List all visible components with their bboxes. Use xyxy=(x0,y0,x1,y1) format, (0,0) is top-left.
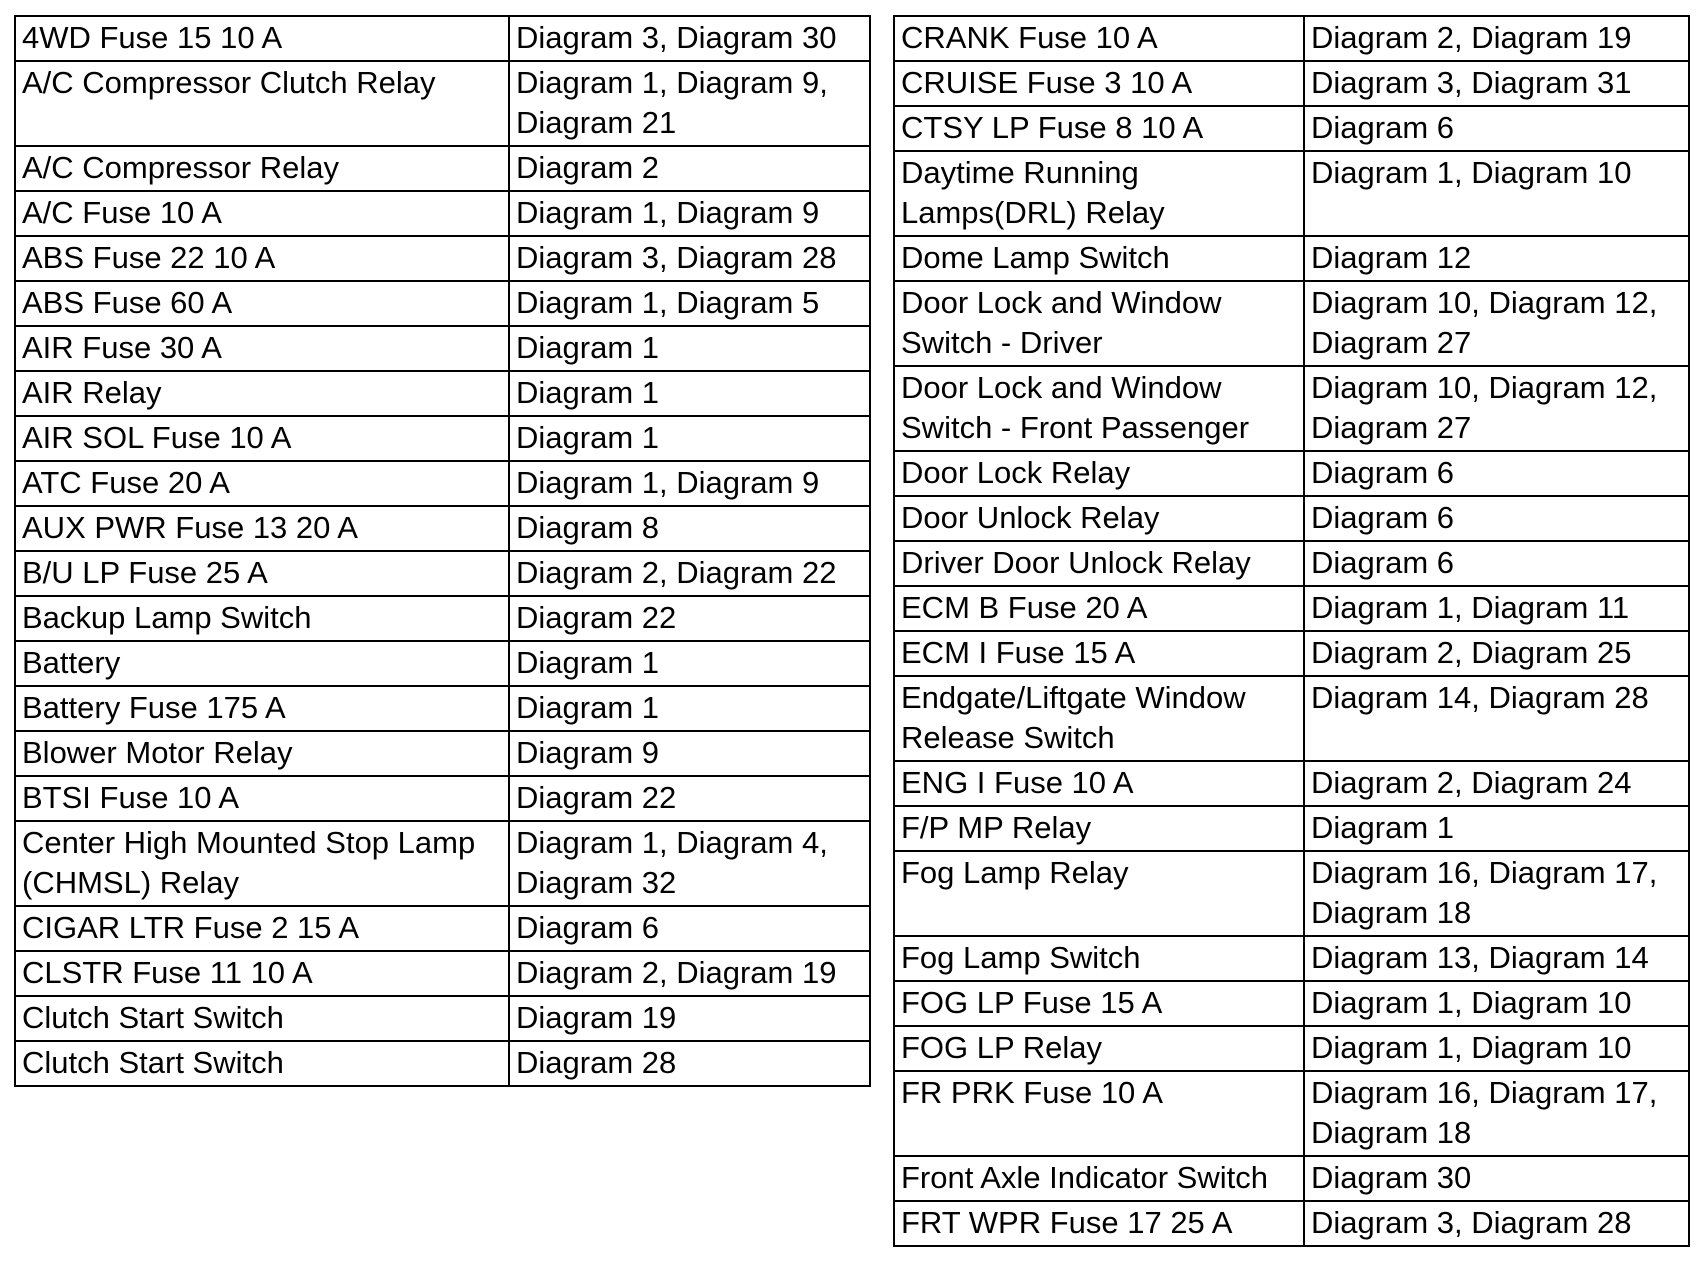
diagram-reference-cell: Diagram 2, Diagram 25 xyxy=(1304,631,1689,676)
diagram-reference-cell: Diagram 30 xyxy=(1304,1156,1689,1201)
diagram-reference-cell: Diagram 1 xyxy=(509,371,870,416)
diagram-reference-cell: Diagram 2 xyxy=(509,146,870,191)
component-name-cell: AIR SOL Fuse 10 A xyxy=(15,416,509,461)
table-row xyxy=(894,806,1689,851)
component-name-cell: FOG LP Relay xyxy=(894,1026,1304,1071)
table-row xyxy=(15,326,870,371)
diagram-reference-cell: Diagram 6 xyxy=(1304,496,1689,541)
diagram-reference-cell: Diagram 14, Diagram 28 xyxy=(1304,676,1689,761)
table-row xyxy=(894,936,1689,981)
diagram-reference-cell: Diagram 1, Diagram 10 xyxy=(1304,151,1689,236)
component-name-cell: CTSY LP Fuse 8 10 A xyxy=(894,106,1304,151)
table-row xyxy=(15,461,870,506)
component-name-cell: Battery Fuse 175 A xyxy=(15,686,509,731)
table-row xyxy=(15,951,870,996)
component-name-cell: Front Axle Indicator Switch xyxy=(894,1156,1304,1201)
component-name-cell: Endgate/Liftgate Window Release Switch xyxy=(894,676,1304,761)
component-name-cell: Door Lock and Window Switch - Front Passenger xyxy=(894,366,1304,451)
diagram-reference-cell: Diagram 1, Diagram 5 xyxy=(509,281,870,326)
table-row xyxy=(894,1156,1689,1201)
component-name-cell: Daytime Running Lamps(DRL) Relay xyxy=(894,151,1304,236)
component-name-cell: Center High Mounted Stop Lamp (CHMSL) Relay xyxy=(15,821,509,906)
component-name-cell: Dome Lamp Switch xyxy=(894,236,1304,281)
component-name-cell: Clutch Start Switch xyxy=(15,1041,509,1086)
diagram-reference-cell: Diagram 6 xyxy=(509,906,870,951)
table-row xyxy=(15,996,870,1041)
table-row xyxy=(15,371,870,416)
diagram-reference-cell: Diagram 6 xyxy=(1304,451,1689,496)
table-row xyxy=(894,236,1689,281)
component-name-cell: CIGAR LTR Fuse 2 15 A xyxy=(15,906,509,951)
diagram-reference-cell: Diagram 1, Diagram 11 xyxy=(1304,586,1689,631)
component-name-cell: Battery xyxy=(15,641,509,686)
component-name-cell: Clutch Start Switch xyxy=(15,996,509,1041)
table-row xyxy=(894,151,1689,236)
component-table-right-body xyxy=(894,16,1689,1246)
component-name-cell: BTSI Fuse 10 A xyxy=(15,776,509,821)
diagram-reference-cell: Diagram 2, Diagram 19 xyxy=(1304,16,1689,61)
component-name-cell: F/P MP Relay xyxy=(894,806,1304,851)
diagram-reference-cell: Diagram 9 xyxy=(509,731,870,776)
table-row xyxy=(15,776,870,821)
component-name-cell: Driver Door Unlock Relay xyxy=(894,541,1304,586)
component-name-cell: A/C Fuse 10 A xyxy=(15,191,509,236)
diagram-reference-cell: Diagram 1 xyxy=(509,416,870,461)
component-name-cell: ATC Fuse 20 A xyxy=(15,461,509,506)
component-name-cell: ECM I Fuse 15 A xyxy=(894,631,1304,676)
component-name-cell: AIR Relay xyxy=(15,371,509,416)
diagram-reference-cell: Diagram 1 xyxy=(509,326,870,371)
diagram-reference-cell: Diagram 1, Diagram 10 xyxy=(1304,981,1689,1026)
diagram-reference-cell: Diagram 3, Diagram 28 xyxy=(1304,1201,1689,1246)
component-name-cell: AUX PWR Fuse 13 20 A xyxy=(15,506,509,551)
diagram-reference-cell: Diagram 1, Diagram 9, Diagram 21 xyxy=(509,61,870,146)
table-row xyxy=(15,16,870,61)
table-row xyxy=(15,821,870,906)
table-row xyxy=(15,686,870,731)
diagram-reference-cell: Diagram 2, Diagram 19 xyxy=(509,951,870,996)
table-row xyxy=(894,1026,1689,1071)
diagram-reference-cell: Diagram 3, Diagram 30 xyxy=(509,16,870,61)
table-row xyxy=(894,541,1689,586)
diagram-reference-cell: Diagram 2, Diagram 22 xyxy=(509,551,870,596)
table-row xyxy=(894,676,1689,761)
component-table-right xyxy=(893,15,1690,1247)
table-row xyxy=(894,106,1689,151)
diagram-reference-cell: Diagram 22 xyxy=(509,596,870,641)
table-row xyxy=(15,191,870,236)
diagram-reference-cell: Diagram 3, Diagram 28 xyxy=(509,236,870,281)
component-name-cell: FOG LP Fuse 15 A xyxy=(894,981,1304,1026)
table-row xyxy=(894,61,1689,106)
table-row xyxy=(15,596,870,641)
component-name-cell: CLSTR Fuse 11 10 A xyxy=(15,951,509,996)
table-row xyxy=(894,451,1689,496)
diagram-reference-cell: Diagram 13, Diagram 14 xyxy=(1304,936,1689,981)
table-row xyxy=(894,16,1689,61)
table-row xyxy=(15,731,870,776)
diagram-reference-cell: Diagram 1, Diagram 9 xyxy=(509,461,870,506)
component-name-cell: FRT WPR Fuse 17 25 A xyxy=(894,1201,1304,1246)
component-name-cell: Door Lock and Window Switch - Driver xyxy=(894,281,1304,366)
component-name-cell: Door Lock Relay xyxy=(894,451,1304,496)
diagram-reference-cell: Diagram 22 xyxy=(509,776,870,821)
table-row xyxy=(894,1201,1689,1246)
component-name-cell: CRANK Fuse 10 A xyxy=(894,16,1304,61)
component-name-cell: Door Unlock Relay xyxy=(894,496,1304,541)
diagram-reference-cell: Diagram 6 xyxy=(1304,541,1689,586)
component-name-cell: 4WD Fuse 15 10 A xyxy=(15,16,509,61)
diagram-reference-cell: Diagram 1, Diagram 4, Diagram 32 xyxy=(509,821,870,906)
diagram-reference-cell: Diagram 12 xyxy=(1304,236,1689,281)
component-name-cell: Blower Motor Relay xyxy=(15,731,509,776)
table-row xyxy=(894,981,1689,1026)
table-row xyxy=(15,146,870,191)
diagram-reference-cell: Diagram 16, Diagram 17, Diagram 18 xyxy=(1304,1071,1689,1156)
table-row xyxy=(15,506,870,551)
table-row xyxy=(894,366,1689,451)
table-row xyxy=(15,236,870,281)
table-row xyxy=(15,416,870,461)
component-name-cell: B/U LP Fuse 25 A xyxy=(15,551,509,596)
component-index-page xyxy=(14,15,1690,1247)
table-row xyxy=(15,281,870,326)
component-name-cell: A/C Compressor Relay xyxy=(15,146,509,191)
component-table-left-body xyxy=(15,16,870,1086)
diagram-reference-cell: Diagram 19 xyxy=(509,996,870,1041)
component-name-cell: Fog Lamp Relay xyxy=(894,851,1304,936)
component-name-cell: AIR Fuse 30 A xyxy=(15,326,509,371)
table-row xyxy=(894,281,1689,366)
component-name-cell: Fog Lamp Switch xyxy=(894,936,1304,981)
diagram-reference-cell: Diagram 16, Diagram 17, Diagram 18 xyxy=(1304,851,1689,936)
diagram-reference-cell: Diagram 6 xyxy=(1304,106,1689,151)
table-row xyxy=(15,1041,870,1086)
component-name-cell: ECM B Fuse 20 A xyxy=(894,586,1304,631)
diagram-reference-cell: Diagram 2, Diagram 24 xyxy=(1304,761,1689,806)
table-row xyxy=(15,61,870,146)
component-name-cell: ABS Fuse 60 A xyxy=(15,281,509,326)
component-table-left xyxy=(14,15,871,1087)
table-row xyxy=(15,551,870,596)
diagram-reference-cell: Diagram 10, Diagram 12, Diagram 27 xyxy=(1304,281,1689,366)
component-name-cell: CRUISE Fuse 3 10 A xyxy=(894,61,1304,106)
table-row xyxy=(894,761,1689,806)
table-row xyxy=(15,641,870,686)
table-row xyxy=(894,631,1689,676)
component-name-cell: ENG I Fuse 10 A xyxy=(894,761,1304,806)
diagram-reference-cell: Diagram 28 xyxy=(509,1041,870,1086)
diagram-reference-cell: Diagram 10, Diagram 12, Diagram 27 xyxy=(1304,366,1689,451)
component-name-cell: A/C Compressor Clutch Relay xyxy=(15,61,509,146)
diagram-reference-cell: Diagram 3, Diagram 31 xyxy=(1304,61,1689,106)
table-row xyxy=(894,586,1689,631)
component-name-cell: Backup Lamp Switch xyxy=(15,596,509,641)
diagram-reference-cell: Diagram 1, Diagram 10 xyxy=(1304,1026,1689,1071)
diagram-reference-cell: Diagram 1 xyxy=(509,686,870,731)
table-row xyxy=(894,851,1689,936)
diagram-reference-cell: Diagram 1 xyxy=(509,641,870,686)
diagram-reference-cell: Diagram 8 xyxy=(509,506,870,551)
diagram-reference-cell: Diagram 1 xyxy=(1304,806,1689,851)
table-row xyxy=(15,906,870,951)
table-row xyxy=(894,1071,1689,1156)
diagram-reference-cell: Diagram 1, Diagram 9 xyxy=(509,191,870,236)
component-name-cell: FR PRK Fuse 10 A xyxy=(894,1071,1304,1156)
component-name-cell: ABS Fuse 22 10 A xyxy=(15,236,509,281)
table-row xyxy=(894,496,1689,541)
